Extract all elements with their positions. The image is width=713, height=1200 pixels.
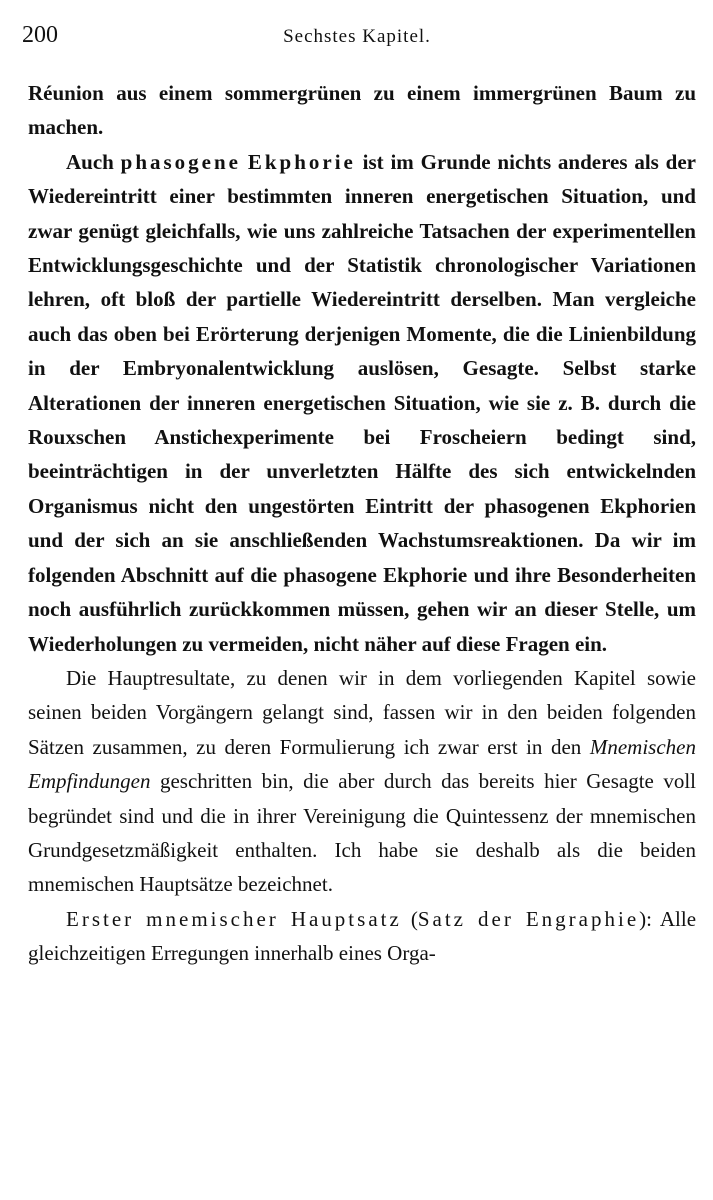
- term-ekphorie: Ekphorie: [247, 149, 356, 174]
- theorem-subtitle: Satz der Engraphie: [417, 906, 640, 931]
- paragraph-2-rest: ist im Grunde nichts anderes als der Wiedereintritt einer bestimmten inneren energetischen Situation, und zwar genügt gleichfalls, wie uns zahlreiche Tatsachen der experimentellen Entwicklungsgeschichte und der Statistik chronologischer Variationen lehren, oft bloß der partielle Wiedereintritt derselben. Man vergleiche auch das oben bei Erörterung derjenigen Momente, die die Linienbildung in der Embryonalentwicklung auslösen, Gesagte. Selbst starke Alterationen der inneren energetischen Situation, wie sie z. B. durch die Rouxschen Anstichexperimente bei Froscheiern bedingt sind, beeinträchtigen in der unverletzten Hälfte des sich entwickelnden Organismus nicht den ungestörten Eintritt der phasogenen Ekphorien und der sich an sie anschließenden Wachstumsreaktionen. Da wir im folgenden Abschnitt auf die phasogene Ekphorie und ihre Besonderheiten noch ausführlich zurückkommen müssen, gehen wir an dieser Stelle, um Wiederholungen zu vermeiden, nicht näher auf diese Fragen ein.: [28, 149, 696, 656]
- term-phasogene: phasogene: [120, 149, 242, 174]
- paren-close: ):: [639, 906, 660, 931]
- running-head: Sechstes Kapitel.: [283, 26, 431, 47]
- paragraph-1: [28, 76, 696, 145]
- paragraph-2-mid: [241, 150, 248, 174]
- paragraph-4-text: Alle gleichzeitigen Erregungen innerhalb eines Orga-: [28, 906, 697, 966]
- book-title-mnemische-empfindungen: Mnemischen Empfindungen: [28, 734, 696, 794]
- paragraph-4: [28, 902, 696, 971]
- paragraph-3: [28, 661, 696, 902]
- paragraph-3-after: geschritten bin, die aber durch das bereits hier Gesagte voll begründet sind und die in ihrer Vereinigung die Quintessenz der mnemischen Grundgesetzmäßigkeit enthalten. Ich habe sie deshalb als die beiden mnemischen Hauptsätze bezeichnet.: [28, 769, 696, 897]
- page-body: [28, 76, 696, 971]
- paragraph-2-lead: Auch: [66, 149, 121, 174]
- page-number: 200: [22, 22, 58, 48]
- page-header: [22, 22, 692, 58]
- theorem-heading: Erster mnemischer Hauptsatz: [66, 906, 402, 931]
- paren-open: (: [401, 906, 418, 931]
- paragraph-2: [28, 145, 696, 661]
- paragraph-3-before: Die Hauptresultate, zu denen wir in dem vorliegenden Kapitel sowie seinen beiden Vorgängern gelangt sind, fassen wir in den beiden folgenden Sätzen zusammen, zu deren Formulierung ich zwar erst in den: [28, 665, 696, 759]
- paragraph-1-text: Réunion aus einem sommergrünen zu einem immergrünen Baum zu machen.: [28, 81, 696, 140]
